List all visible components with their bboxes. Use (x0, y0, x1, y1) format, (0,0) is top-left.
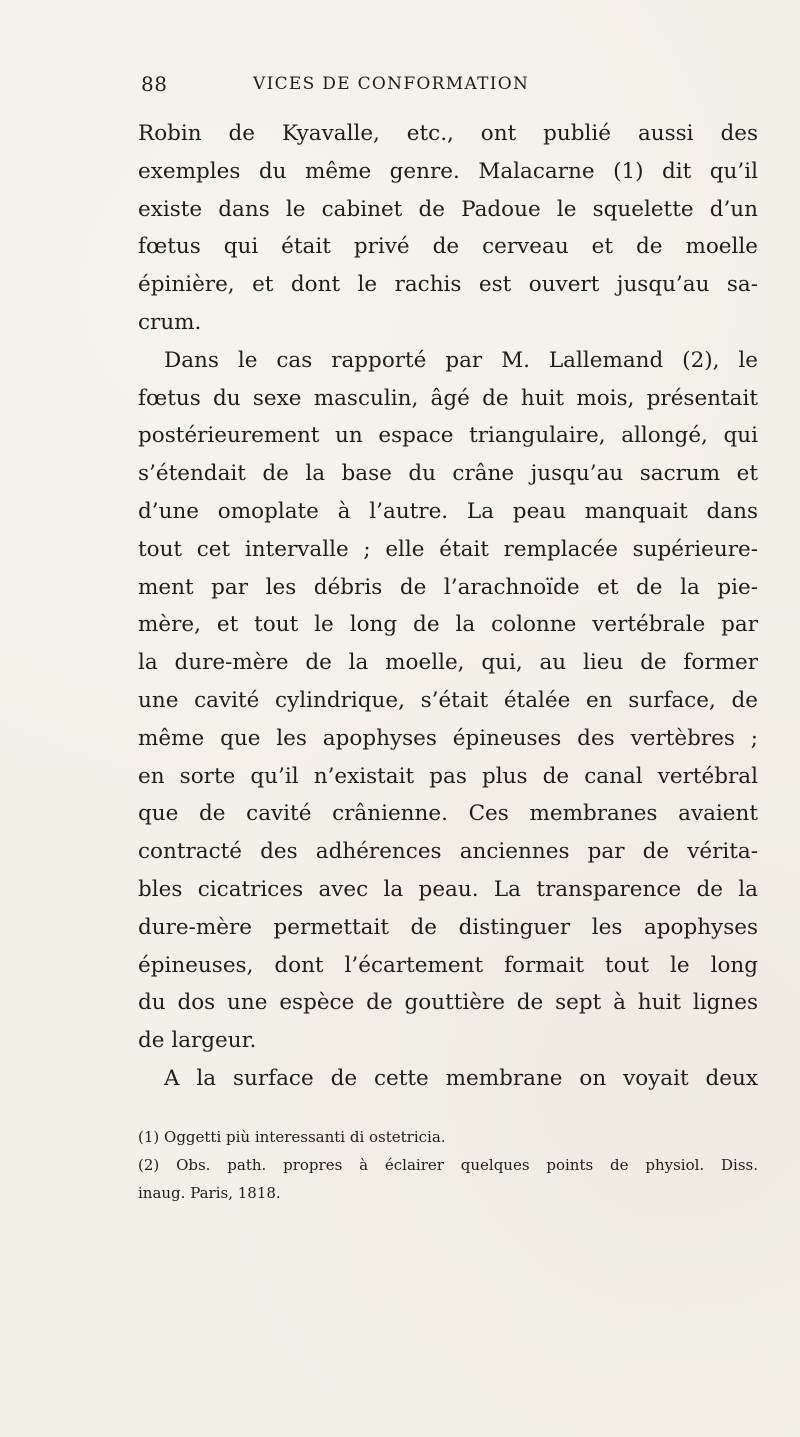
text-line: que de cavité crânienne. Ces membranes avaient (138, 801, 758, 827)
text-line: du dos une espèce de gouttière de sept à huit lignes (138, 990, 758, 1016)
running-title: VICES DE CONFORMATION (253, 74, 530, 94)
text-line: fœtus qui était privé de cerveau et de moelle (138, 234, 758, 260)
text-line: tout cet intervalle ; elle était remplacée supérieure- (138, 536, 758, 562)
text-line: même que les apophyses épineuses des vertèbres ; (138, 725, 758, 751)
main-text (138, 120, 758, 1103)
text-line: épineuses, dont l’écartement formait tout le long (138, 952, 758, 978)
page-number: 88 (141, 72, 168, 96)
text-line: une cavité cylindrique, s’était étalée en surface, de (138, 687, 758, 713)
footnotes (138, 1125, 758, 1209)
footnote-1: (1) Oggetti più interessanti di ostetricia. (138, 1128, 446, 1146)
text-line: postérieurement un espace triangulaire, allongé, qui (138, 423, 758, 449)
text-line: épinière, et dont le rachis est ouvert jusqu’au sa- (138, 272, 758, 298)
text-line: d’une omoplate à l’autre. La peau manquait dans (138, 498, 758, 524)
text-line: en sorte qu’il n’existait pas plus de canal vertébral (138, 763, 758, 789)
text-line: bles cicatrices avec la peau. La transparence de la (138, 876, 758, 902)
text-line: existe dans le cabinet de Padoue le squelette d’un (138, 196, 758, 222)
footnote-2: (2) Obs. path. propres à éclairer quelques points de physiol. Diss. (138, 1156, 758, 1174)
text-line: A la surface de cette membrane on voyait deux (164, 1065, 758, 1091)
page-header (0, 60, 800, 100)
text-line: dure-mère permettait de distinguer les apophyses (138, 914, 758, 940)
text-line: exemples du même genre. Malacarne (1) dit qu’il (138, 158, 758, 184)
text-line: crum. (138, 309, 202, 335)
text-line: fœtus du sexe masculin, âgé de huit mois, présentait (138, 385, 758, 411)
text-line: Dans le cas rapporté par M. Lallemand (2), le (164, 347, 758, 373)
text-line: de largeur. (138, 1028, 257, 1054)
text-line: ment par les débris de l’arachnoïde et de la pie- (138, 574, 758, 600)
text-line: s’étendait de la base du crâne jusqu’au sacrum et (138, 461, 758, 487)
text-line: Robin de Kyavalle, etc., ont publié aussi des (138, 121, 758, 146)
footnote-2-continuation: inaug. Paris, 1818. (138, 1184, 281, 1202)
text-line: contracté des adhérences anciennes par de vérita- (138, 839, 758, 865)
text-line: mère, et tout le long de la colonne vertébrale par (138, 612, 758, 638)
text-line: la dure-mère de la moelle, qui, au lieu de former (138, 650, 758, 676)
